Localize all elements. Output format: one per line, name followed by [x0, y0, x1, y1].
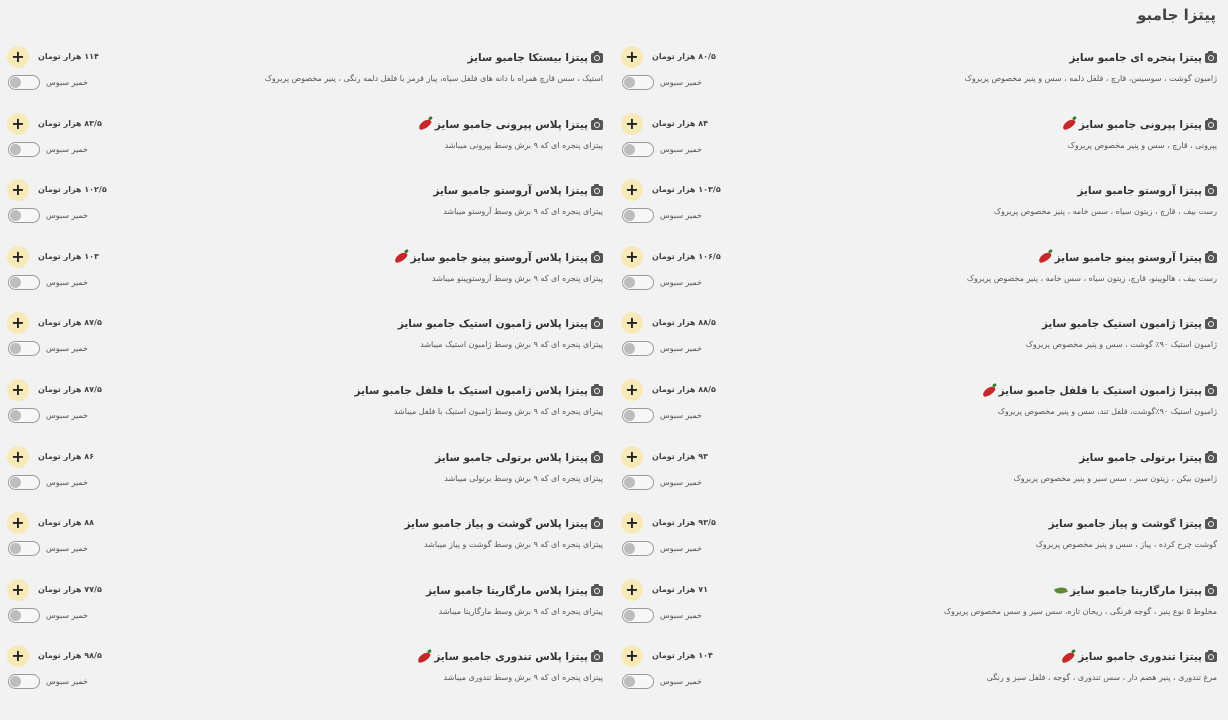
add-to-cart-button[interactable]: + — [7, 179, 29, 201]
camera-icon[interactable] — [591, 53, 603, 63]
item-description: پیتزای پنجره ای که ۹ برش وسط آروستو میباشد — [443, 207, 603, 217]
camera-icon[interactable] — [1205, 120, 1217, 130]
bran-dough-toggle[interactable] — [8, 75, 40, 90]
bran-dough-toggle[interactable] — [622, 275, 654, 290]
menu-item — [614, 506, 1217, 573]
item-price: ۱۱۴ هزار تومان — [38, 52, 99, 61]
camera-icon[interactable] — [1205, 652, 1217, 662]
add-to-cart-button[interactable]: + — [621, 113, 643, 135]
menu-item — [0, 639, 603, 706]
add-to-cart-button[interactable]: + — [7, 579, 29, 601]
bran-dough-label: خمیر سبوس — [660, 78, 702, 87]
item-price: ۸۰/۵ هزار تومان — [652, 52, 716, 61]
bran-dough-label: خمیر سبوس — [46, 78, 88, 87]
item-title-text: پیتزا پلاس آروستو پینو جامبو سایز — [410, 251, 588, 264]
item-title — [415, 651, 603, 663]
item-title-text: پیتزا ژامبون استیک جامبو سایز — [1041, 318, 1202, 331]
item-description: پیتزای پنجره ای که ۹ برش وسط پپرونی میباشد — [444, 140, 603, 150]
camera-icon[interactable] — [591, 120, 603, 130]
bran-dough-label: خمیر سبوس — [46, 144, 88, 154]
item-title — [468, 52, 603, 64]
item-price: ۸۶ هزار تومان — [38, 451, 95, 461]
item-title — [1079, 452, 1217, 464]
camera-icon[interactable] — [1205, 186, 1217, 196]
item-price: ۱۰۳/۵ هزار تومان — [652, 185, 721, 195]
item-title-text: پیتزا پنجره ای جامبو سایز — [1069, 52, 1202, 64]
bran-dough-label: خمیر سبوس — [660, 610, 702, 620]
add-to-cart-button[interactable]: + — [621, 179, 643, 201]
menu-item — [614, 107, 1217, 174]
bran-dough-label: خمیر سبوس — [46, 277, 88, 287]
spicy-chili-icon — [417, 118, 432, 132]
item-title-text: پیتزا برتولی جامبو سایز — [1079, 451, 1202, 464]
bran-dough-toggle[interactable] — [8, 142, 40, 157]
item-title-text: پیتزا ژامبون استیک با فلفل جامبو سایز — [998, 385, 1202, 397]
add-to-cart-button[interactable]: + — [7, 113, 29, 135]
menu-item — [614, 40, 1217, 107]
item-title-text: پیتزا گوشت و پیاز جامبو سایز — [1048, 518, 1202, 531]
add-to-cart-button[interactable]: + — [7, 46, 29, 68]
camera-icon[interactable] — [591, 519, 603, 529]
menu-item — [614, 440, 1217, 507]
bran-dough-toggle[interactable] — [8, 541, 40, 556]
add-to-cart-button[interactable]: + — [7, 512, 29, 534]
bran-dough-label: خمیر سبوس — [660, 677, 702, 687]
menu-item — [0, 40, 603, 107]
item-price: ۹۸/۵ هزار تومان — [38, 651, 102, 661]
item-title-text: پیتزا پپرونی جامبو سایز — [1078, 118, 1202, 131]
bran-dough-toggle[interactable] — [622, 142, 654, 157]
spicy-chili-icon — [981, 384, 996, 398]
bran-dough-label: خمیر سبوس — [660, 544, 702, 554]
menu-item — [0, 573, 603, 640]
item-price: ۹۳ هزار تومان — [652, 451, 709, 461]
item-description: مخلوط ۵ نوع پنیر ، گوجه فرنگی ، ریحان تازه، سس سیر و سس مخصوص پریروک — [943, 606, 1217, 616]
item-title — [1069, 52, 1217, 64]
item-description: پیتزای پنجره ای که ۹ برش وسط آروستوپینو میباشد — [432, 273, 603, 283]
item-title-text: پیتزا پلاس مارگاریتا جامبو سایز — [425, 584, 588, 597]
menu-item — [614, 173, 1217, 240]
bran-dough-label: خمیر سبوس — [660, 411, 702, 420]
item-description: رست بیف ، قارچ ، زیتون سیاه ، سس خامه ، پنیر مخصوص پریروک — [993, 207, 1217, 217]
item-price: ۸۷/۵ هزار تومان — [38, 318, 102, 328]
item-price: ۱۰۴ هزار تومان — [652, 651, 713, 661]
item-title-text: پیتزا پلاس برتولی جامبو سایز — [435, 451, 588, 464]
bran-dough-toggle[interactable] — [8, 208, 40, 223]
bran-dough-label: خمیر سبوس — [46, 477, 88, 487]
camera-icon[interactable] — [591, 253, 603, 263]
camera-icon[interactable] — [1205, 53, 1217, 63]
bran-dough-label: خمیر سبوس — [46, 677, 88, 687]
item-title — [355, 385, 603, 397]
item-title — [1060, 119, 1217, 131]
item-title — [1049, 518, 1217, 530]
menu-item — [614, 639, 1217, 706]
item-title — [398, 318, 603, 330]
item-title — [416, 119, 603, 131]
menu-item — [614, 373, 1217, 440]
menu-item — [0, 306, 603, 373]
bran-dough-toggle[interactable] — [622, 608, 654, 623]
bran-dough-toggle[interactable] — [622, 475, 654, 490]
item-title-text: پیتزا پلاس آروستو جامبو سایز — [433, 185, 588, 198]
item-title-text: پیتزا پلاس تندوری جامبو سایز — [434, 651, 588, 664]
item-price: ۸۸ هزار تومان — [38, 518, 95, 528]
bran-dough-toggle[interactable] — [622, 341, 654, 356]
item-description: ژامبون گوشت ، سوسیس، قارچ ، فلفل دلمه ، سس و پنیر مخصوص پریروک — [964, 74, 1217, 83]
item-price: ۱۰۶/۵ هزار تومان — [652, 251, 721, 261]
bran-dough-label: خمیر سبوس — [660, 144, 702, 154]
add-to-cart-button[interactable]: + — [621, 246, 643, 268]
bran-dough-toggle[interactable] — [8, 341, 40, 356]
item-description: رست بیف ، هالوپینو، قارچ، زیتون سیاه ، سس خامه ، پنیر مخصوص پریروک — [966, 273, 1217, 283]
item-description: استیک ، سس قارچ همراه با دانه های فلفل سیاه، پیاز قرمز با فلفل دلمه رنگی ، پنیر مخصوص پریروک — [264, 74, 603, 83]
bran-dough-toggle[interactable] — [8, 674, 40, 689]
bran-dough-toggle[interactable] — [622, 541, 654, 556]
menu-item — [614, 240, 1217, 307]
camera-icon[interactable] — [591, 319, 603, 329]
item-title-text: پیتزا آروستو پینو جامبو سایز — [1054, 251, 1202, 264]
bran-dough-toggle[interactable] — [8, 608, 40, 623]
item-price: ۸۸/۵ هزار تومان — [652, 318, 716, 328]
item-description: پیتزای پنجره ای که ۹ برش وسط مارگاریتا میباشد — [438, 606, 603, 616]
add-to-cart-button[interactable]: + — [621, 579, 643, 601]
item-description: پیتزای پنجره ای که ۹ برش وسط گوشت و پیاز میباشد — [423, 540, 603, 550]
item-title — [433, 185, 603, 197]
item-title-text: پیتزا آروستو جامبو سایز — [1077, 185, 1202, 198]
add-to-cart-button[interactable]: + — [621, 645, 643, 667]
item-title — [1042, 318, 1217, 330]
item-title — [405, 518, 603, 530]
spicy-chili-icon — [416, 651, 431, 665]
camera-icon[interactable] — [1205, 453, 1217, 463]
item-price: ۷۷/۵ هزار تومان — [38, 584, 102, 594]
item-description: مرغ تندوری ، پنیر هضم دار ، سس تندوری ، گوجه ، فلفل سبز و رنگی — [986, 673, 1217, 683]
item-price: ۷۱ هزار تومان — [652, 584, 709, 594]
camera-icon[interactable] — [1205, 519, 1217, 529]
spicy-chili-icon — [1037, 251, 1052, 265]
bran-dough-label: خمیر سبوس — [46, 610, 88, 620]
item-description: ژامبون استیک ۹۰٪ گوشت ، سس و پنیر مخصوص پریروک — [1025, 340, 1217, 350]
item-description: پیتزای پنجره ای که ۹ برش وسط برتولی میباشد — [444, 473, 603, 483]
add-to-cart-button[interactable]: + — [621, 446, 643, 468]
item-price: ۸۷/۵ هزار تومان — [38, 385, 102, 394]
menu-grid — [0, 40, 1228, 720]
bran-dough-label: خمیر سبوس — [660, 477, 702, 487]
spicy-chili-icon — [1061, 118, 1076, 132]
menu-item — [614, 306, 1217, 373]
add-to-cart-button[interactable]: + — [621, 512, 643, 534]
spicy-chili-icon — [1061, 651, 1076, 665]
menu-item — [0, 373, 603, 440]
bran-dough-label: خمیر سبوس — [660, 344, 702, 354]
add-to-cart-button[interactable]: + — [7, 246, 29, 268]
item-title-text: پیتزا پلاس ژامبون استیک جامبو سایز — [397, 318, 588, 331]
spicy-chili-icon — [393, 251, 408, 265]
menu-item — [0, 506, 603, 573]
bran-dough-toggle[interactable] — [622, 408, 654, 423]
add-to-cart-button[interactable]: + — [7, 446, 29, 468]
bran-dough-label: خمیر سبوس — [660, 211, 702, 221]
item-title — [1059, 651, 1217, 663]
item-title — [392, 252, 603, 264]
vegetarian-leaf-icon — [1054, 585, 1068, 596]
item-price: ۱۰۲/۵ هزار تومان — [38, 185, 107, 195]
item-description: پیتزای پنجره ای که ۹ برش وسط تندوری میباشد — [443, 673, 603, 683]
item-price: ۸۳/۵ هزار تومان — [38, 118, 102, 128]
item-description: ژامبون بیکن ، زیتون سبز ، سس سیر و پنیر مخصوص پریروک — [1013, 473, 1217, 483]
menu-item — [0, 440, 603, 507]
section-title: پیتزا جامبو — [1137, 6, 1216, 24]
item-price: ۹۳/۵ هزار تومان — [652, 518, 716, 528]
menu-item — [0, 240, 603, 307]
camera-icon[interactable] — [591, 453, 603, 463]
item-description: ژامبون استیک ۹۰٪گوشت، فلفل تند، سس و پنیر مخصوص پریروک — [997, 407, 1217, 416]
item-title — [435, 452, 603, 464]
add-to-cart-button[interactable]: + — [7, 645, 29, 667]
item-description: پپرونی ، قارچ ، سس و پنیر مخصوص پریروک — [1067, 140, 1217, 150]
item-price: ۸۴ هزار تومان — [652, 118, 709, 128]
item-title — [980, 385, 1217, 397]
bran-dough-label: خمیر سبوس — [46, 344, 88, 354]
item-title — [1053, 585, 1217, 597]
bran-dough-toggle[interactable] — [8, 275, 40, 290]
camera-icon[interactable] — [1205, 386, 1217, 396]
item-title — [1077, 185, 1217, 197]
item-title-text: پیتزا پلاس گوشت و پیاز جامبو سایز — [404, 518, 588, 531]
camera-icon[interactable] — [591, 386, 603, 396]
camera-icon[interactable] — [1205, 319, 1217, 329]
camera-icon[interactable] — [1205, 586, 1217, 596]
item-title — [426, 585, 603, 597]
camera-icon[interactable] — [591, 586, 603, 596]
add-to-cart-button[interactable]: + — [621, 46, 643, 68]
camera-icon[interactable] — [1205, 253, 1217, 263]
item-description: پیتزای پنجره ای که ۹ برش وسط ژامبون استیک میباشد — [420, 340, 603, 350]
bran-dough-label: خمیر سبوس — [46, 411, 88, 420]
item-price: ۸۸/۵ هزار تومان — [652, 385, 716, 394]
add-to-cart-button[interactable]: + — [621, 379, 643, 401]
menu-item — [614, 573, 1217, 640]
bran-dough-label: خمیر سبوس — [660, 277, 702, 287]
bran-dough-toggle[interactable] — [622, 208, 654, 223]
menu-item — [0, 173, 603, 240]
item-title-text: پیتزا مارگاریتا جامبو سایز — [1070, 584, 1202, 597]
item-description: گوشت چرخ کرده ، پیاز ، سس و پنیر مخصوص پریروک — [1035, 540, 1217, 550]
bran-dough-toggle[interactable] — [8, 475, 40, 490]
add-to-cart-button[interactable]: + — [7, 379, 29, 401]
item-price: ۱۰۳ هزار تومان — [38, 251, 99, 261]
menu-item — [0, 107, 603, 174]
camera-icon[interactable] — [591, 652, 603, 662]
item-title-text: پیتزا پلاس ژامبون استیک با فلفل جامبو سایز — [354, 385, 588, 397]
item-title-text: پیتزا بیستکا جامبو سایز — [467, 52, 588, 64]
item-title — [1036, 252, 1217, 264]
camera-icon[interactable] — [591, 186, 603, 196]
item-title-text: پیتزا تندوری جامبو سایز — [1078, 651, 1202, 664]
add-to-cart-button[interactable]: + — [621, 312, 643, 334]
bran-dough-label: خمیر سبوس — [46, 544, 88, 554]
add-to-cart-button[interactable]: + — [7, 312, 29, 334]
item-title-text: پیتزا پلاس پپرونی جامبو سایز — [434, 118, 588, 131]
bran-dough-toggle[interactable] — [8, 408, 40, 423]
bran-dough-toggle[interactable] — [622, 674, 654, 689]
bran-dough-label: خمیر سبوس — [46, 211, 88, 221]
bran-dough-toggle[interactable] — [622, 75, 654, 90]
item-description: پیتزای پنجره ای که ۹ برش وسط ژامبون استیک با فلفل میباشد — [393, 407, 603, 416]
